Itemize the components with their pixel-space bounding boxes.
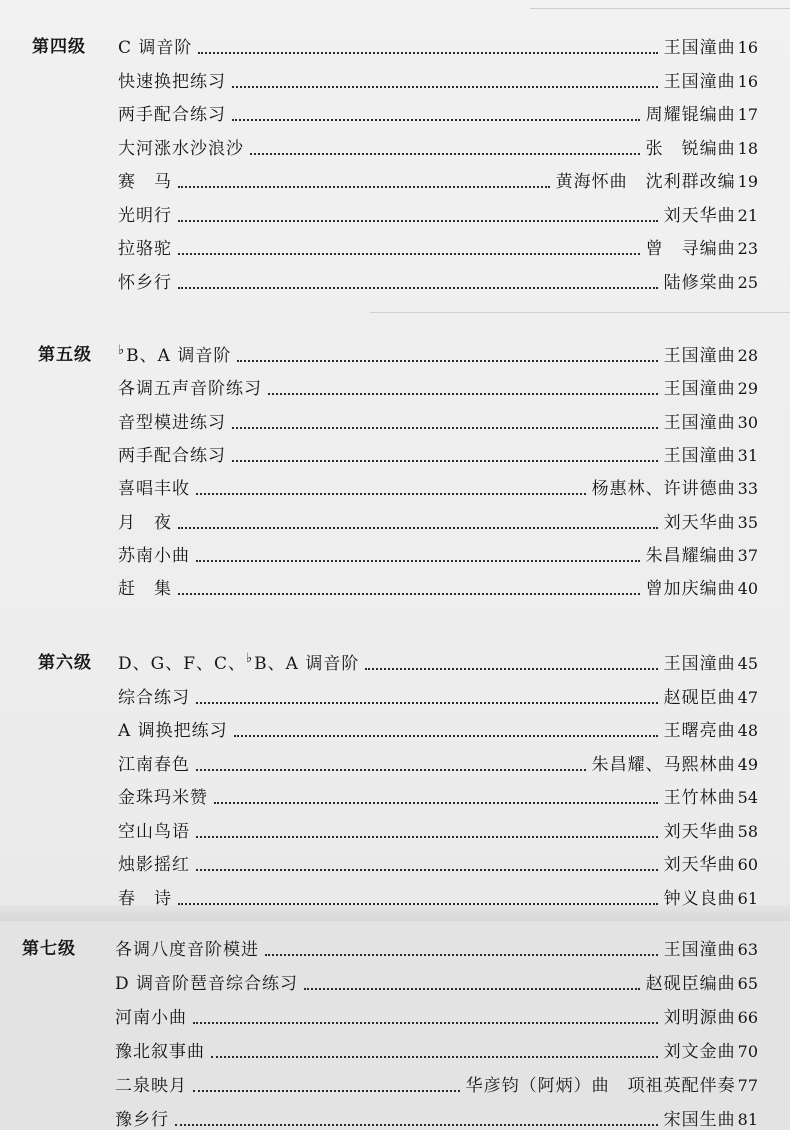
entry-title-text: 快速换把练习: [118, 71, 226, 92]
entry-author: 黄海怀曲 沈利群改编: [555, 172, 736, 192]
entry-title-text: 两手配合练习: [118, 445, 226, 466]
grade-heading: 第六级: [38, 653, 92, 673]
entry-page-number: 25: [737, 272, 758, 292]
dot-leader: [211, 1056, 658, 1058]
entry-author: 周耀锟编曲: [645, 105, 736, 125]
toc-entry[interactable]: [118, 707, 758, 741]
entry-title-text: 赛 马: [118, 172, 172, 192]
dot-leader: [178, 287, 658, 289]
entry-author: 陆修棠曲: [663, 272, 736, 293]
entry-page-number: 77: [737, 1076, 758, 1095]
toc-entry[interactable]: [118, 774, 758, 808]
entry-title-text: 喜唱丰收: [118, 479, 190, 500]
entry-title-text: 河南小曲: [115, 1008, 187, 1028]
entry-title: [118, 513, 172, 533]
toc-entry[interactable]: [115, 994, 758, 1028]
entry-page-number: 60: [737, 855, 758, 874]
bleed-through-line: [370, 312, 790, 313]
entry-title-text: A 调换把练习: [118, 721, 228, 741]
entry-title: [118, 721, 228, 741]
entry-author: 刘天华曲: [663, 205, 736, 226]
entry-page-number: 35: [737, 512, 758, 532]
entry-page-number: 61: [737, 888, 758, 908]
toc-entry[interactable]: [118, 432, 758, 466]
toc-entry[interactable]: [115, 1028, 758, 1062]
toc-entry[interactable]: [118, 741, 758, 775]
entry-title-text: 江南春色: [118, 754, 190, 775]
entry-title: [118, 579, 172, 599]
entry-title-text: 金珠玛米赞: [118, 788, 208, 808]
entry-title-text: 春 诗: [118, 888, 172, 909]
entry-author: 刘天华曲: [663, 512, 736, 533]
entry-title: [118, 822, 190, 842]
entry-title-text: 烛影摇红: [118, 855, 190, 875]
entry-page-number: 21: [737, 205, 758, 225]
entry-title-text: 二泉映月: [115, 1076, 187, 1096]
dot-leader: [232, 427, 658, 429]
toc-entry[interactable]: [118, 565, 758, 599]
toc-entry[interactable]: [118, 640, 758, 674]
entry-author: 赵砚臣编曲: [645, 974, 736, 994]
toc-entry[interactable]: [118, 499, 758, 533]
toc-entry[interactable]: [118, 674, 758, 708]
entry-page-number: 66: [737, 1008, 758, 1027]
entry-title: [118, 172, 172, 192]
toc-entry[interactable]: [115, 1096, 758, 1130]
entry-page-number: 31: [737, 445, 758, 465]
flat-sign-icon: ♭: [246, 651, 254, 666]
dot-leader: [198, 52, 657, 54]
entry-title-text: 两手配合练习: [118, 105, 226, 125]
entry-page-number: 63: [737, 940, 758, 959]
entry-title-text: 光明行: [118, 205, 172, 226]
dot-leader: [178, 220, 658, 222]
toc-entry[interactable]: [118, 465, 758, 499]
dot-leader: [268, 393, 658, 395]
toc-entry[interactable]: [118, 158, 758, 192]
dot-leader: [234, 735, 658, 737]
entry-title: [118, 479, 190, 499]
entry-title: [118, 546, 190, 566]
entry-title: [118, 889, 172, 909]
entry-author: 王国潼曲: [663, 71, 736, 92]
entry-page-number: 40: [737, 579, 758, 599]
toc-entry[interactable]: [115, 1062, 758, 1096]
toc-entry[interactable]: [118, 259, 758, 293]
entry-title-text: 各调八度音阶模进: [115, 940, 259, 960]
toc-entry[interactable]: [118, 399, 758, 433]
dot-leader: [214, 802, 658, 804]
dot-leader: [178, 527, 658, 529]
dot-leader: [265, 954, 658, 956]
dot-leader: [193, 1022, 658, 1024]
entry-page-number: 37: [737, 545, 758, 565]
dot-leader: [175, 1124, 658, 1126]
toc-entry[interactable]: [118, 875, 758, 909]
grade-heading: 第五级: [38, 345, 92, 365]
toc-entry[interactable]: [118, 58, 758, 92]
toc-entry[interactable]: [118, 808, 758, 842]
entry-author: 王国潼曲: [663, 346, 736, 366]
entry-author: 钟义良曲: [663, 888, 736, 909]
dot-leader: [232, 86, 658, 88]
entry-author: 刘天华曲: [663, 821, 736, 842]
entry-page-number: 33: [737, 479, 758, 499]
entry-author: 刘明源曲: [663, 1008, 736, 1028]
dot-leader: [196, 560, 640, 562]
entry-title-text: 综合练习: [118, 687, 190, 708]
entry-title: [118, 413, 226, 433]
entry-title-text: B、A 调音阶: [254, 654, 360, 674]
entry-title-text: 豫乡行: [115, 1110, 169, 1130]
entry-author: 宋国生曲: [663, 1110, 736, 1130]
dot-leader: [232, 119, 640, 121]
entry-page-number: 23: [737, 239, 758, 258]
toc-entry[interactable]: [118, 332, 758, 366]
entry-title: [115, 974, 298, 994]
entry-title: [118, 239, 172, 259]
entry-page-number: 54: [737, 788, 758, 807]
entry-page-number: 45: [737, 654, 758, 673]
entry-author: 王国潼曲: [663, 654, 736, 674]
toc-entry[interactable]: [118, 91, 758, 125]
toc-entry[interactable]: [115, 926, 758, 960]
entry-page-number: 47: [737, 687, 758, 707]
dot-leader: [196, 769, 586, 771]
entry-title: [118, 788, 208, 808]
entry-page-number: 30: [737, 412, 758, 432]
entry-page-number: 48: [737, 721, 758, 740]
entry-title: [118, 446, 226, 466]
entry-title: [118, 139, 244, 159]
entry-title: [118, 341, 231, 366]
entry-author: 朱昌耀、马熙林曲: [591, 754, 736, 775]
entry-author: 杨惠林、许讲德曲: [591, 479, 736, 500]
dot-leader: [237, 360, 657, 362]
entry-author: 王国潼曲: [663, 379, 736, 400]
entry-title-text: D、G、F、C、: [118, 654, 247, 674]
entry-title-text: 拉骆驼: [118, 239, 172, 259]
entry-title: [115, 1042, 205, 1062]
entry-title: [115, 1008, 187, 1028]
dot-leader: [178, 186, 550, 188]
flat-sign-icon: ♭: [118, 343, 126, 358]
dot-leader: [232, 460, 658, 462]
entry-author: 王国潼曲: [663, 940, 736, 960]
entry-page-number: 58: [737, 821, 758, 841]
entry-title: [118, 273, 172, 293]
entry-title-text: 大河涨水沙浪沙: [118, 138, 244, 159]
dot-leader: [196, 836, 658, 838]
entry-title-text: 苏南小曲: [118, 545, 190, 566]
dot-leader: [178, 253, 640, 255]
entry-title: [115, 1110, 169, 1130]
entry-title: [118, 72, 226, 92]
entry-author: 曾加庆编曲: [645, 579, 736, 600]
dot-leader: [196, 493, 586, 495]
entry-title: [118, 755, 190, 775]
toc-entry[interactable]: [115, 960, 758, 994]
bleed-through-line: [530, 8, 790, 9]
entry-title: [118, 105, 226, 125]
entry-title: [115, 940, 259, 960]
entry-title: [118, 688, 190, 708]
dot-leader: [196, 702, 658, 704]
dot-leader: [196, 869, 658, 871]
entry-author: 刘天华曲: [663, 855, 736, 875]
entry-author: 张 锐编曲: [645, 138, 736, 159]
entry-title: [118, 855, 190, 875]
entry-title: [118, 649, 359, 674]
entry-title-text: 各调五声音阶练习: [118, 379, 262, 400]
dot-leader: [304, 988, 640, 990]
entry-title-text: 月 夜: [118, 512, 172, 533]
entry-title-text: 空山鸟语: [118, 821, 190, 842]
entry-title: [118, 38, 192, 58]
toc-entry[interactable]: [118, 841, 758, 875]
grade-heading: 第七级: [22, 939, 76, 959]
entry-page-number: 16: [737, 38, 758, 57]
toc-entry[interactable]: [118, 225, 758, 259]
entry-page-number: 17: [737, 105, 758, 124]
entry-page-number: 29: [737, 379, 758, 399]
entry-title-text: C 调音阶: [118, 38, 193, 58]
toc-entry[interactable]: [118, 365, 758, 399]
entry-title-text: D 调音阶琶音综合练习: [115, 974, 299, 994]
dot-leader: [193, 1090, 460, 1092]
toc-entry[interactable]: [118, 192, 758, 226]
entry-title: [115, 1076, 187, 1096]
toc-entry[interactable]: [118, 532, 758, 566]
entry-page-number: 70: [737, 1042, 758, 1061]
entry-title-text: B、A 调音阶: [126, 346, 232, 366]
entry-author: 王国潼曲: [663, 412, 736, 433]
entry-author: 朱昌耀编曲: [645, 545, 736, 566]
entry-page-number: 81: [737, 1110, 758, 1129]
entry-page-number: 18: [737, 138, 758, 158]
entry-page-number: 19: [737, 172, 758, 191]
entry-title-text: 怀乡行: [118, 272, 172, 293]
toc-entry[interactable]: [118, 24, 758, 58]
entry-author: 刘文金曲: [663, 1042, 736, 1062]
entry-author: 王竹林曲: [663, 788, 736, 808]
entry-author: 王国潼曲: [663, 445, 736, 466]
entry-author: 王国潼曲: [663, 38, 736, 58]
entry-author: 王曙亮曲: [663, 721, 736, 741]
dot-leader: [178, 593, 640, 595]
entry-author: 曾 寻编曲: [645, 239, 736, 259]
entry-author: 赵砚臣曲: [663, 687, 736, 708]
entry-title: [118, 379, 262, 399]
grade-heading: 第四级: [32, 37, 86, 57]
entry-title-text: 音型模进练习: [118, 412, 226, 433]
entry-page-number: 65: [737, 974, 758, 993]
entry-author: 华彦钧（阿炳）曲 项祖英配伴奏: [465, 1076, 736, 1096]
dot-leader: [365, 668, 657, 670]
dot-leader: [178, 903, 658, 905]
entry-page-number: 49: [737, 754, 758, 774]
entry-page-number: 16: [737, 71, 758, 91]
toc-entry[interactable]: [118, 125, 758, 159]
entry-page-number: 28: [737, 346, 758, 365]
entry-title-text: 豫北叙事曲: [115, 1042, 205, 1062]
entry-title: [118, 206, 172, 226]
dot-leader: [250, 153, 640, 155]
entry-title-text: 赶 集: [118, 579, 172, 600]
